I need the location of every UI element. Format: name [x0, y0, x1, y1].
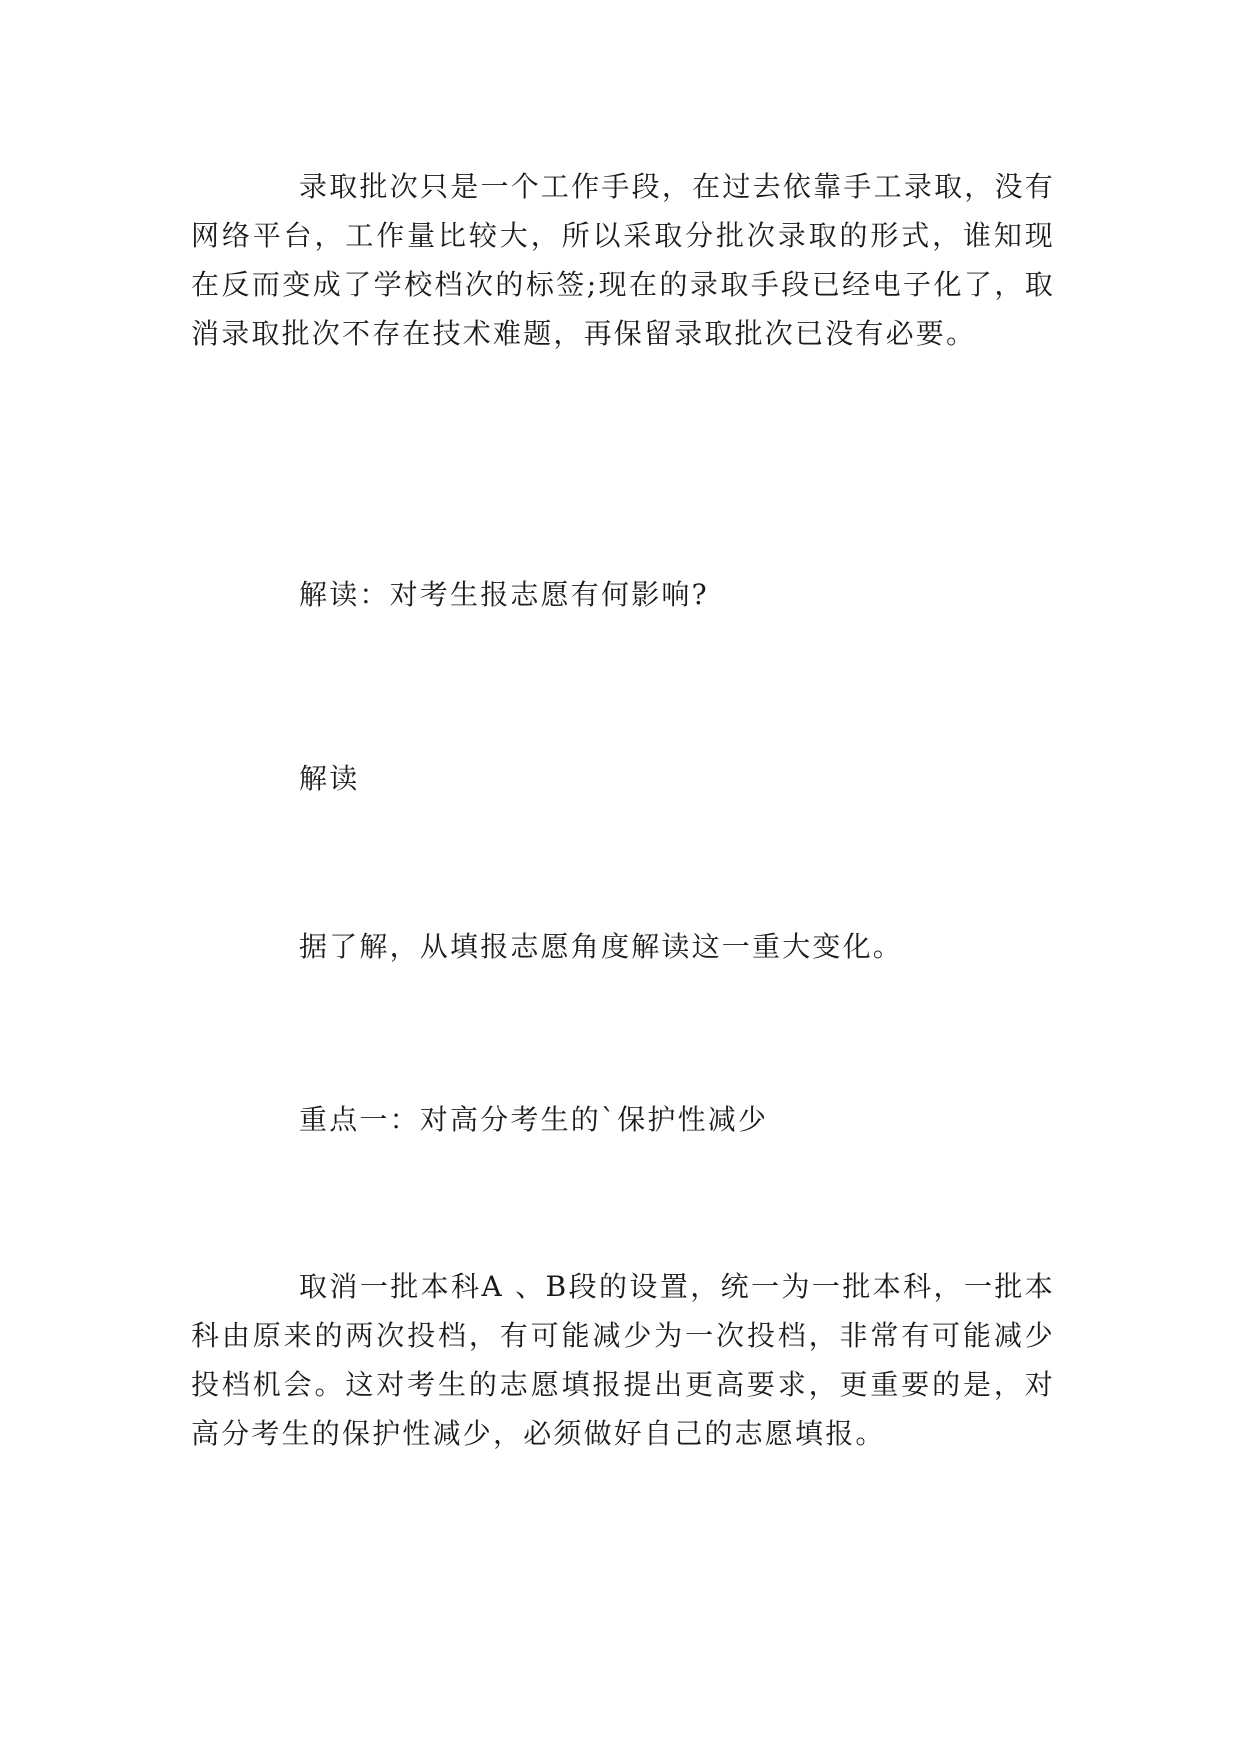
heading-key-point-one: 重点一：对高分考生的`保护性减少: [299, 1103, 769, 1136]
heading-interpretation: 解读: [299, 762, 360, 795]
section-heading-impact: 解读：对考生报志愿有何影响?: [299, 578, 709, 611]
body-paragraph-batch-admission: 录取批次只是一个工作手段，在过去依靠手工录取，没有网络平台，工作量比较大，所以采取分批次录取的形式，谁知现在反而变成了学校档次的标签;现在的录取手段已经电子化了，取消录取批次不存在技术难题，再保留录取批次已没有必要。: [191, 170, 1055, 350]
body-paragraph-intro: 据了解，从填报志愿角度解读这一重大变化。: [299, 930, 904, 963]
body-paragraph-key-point-one: 取消一批本科A 、B段的设置，统一为一批本科，一批本科由原来的两次投档，有可能减少为一次投档，非常有可能减少投档机会。这对考生的志愿填报提出更高要求，更重要的是，对高分考生的保护性减少，必须做好自己的志愿填报。: [191, 1270, 1055, 1450]
